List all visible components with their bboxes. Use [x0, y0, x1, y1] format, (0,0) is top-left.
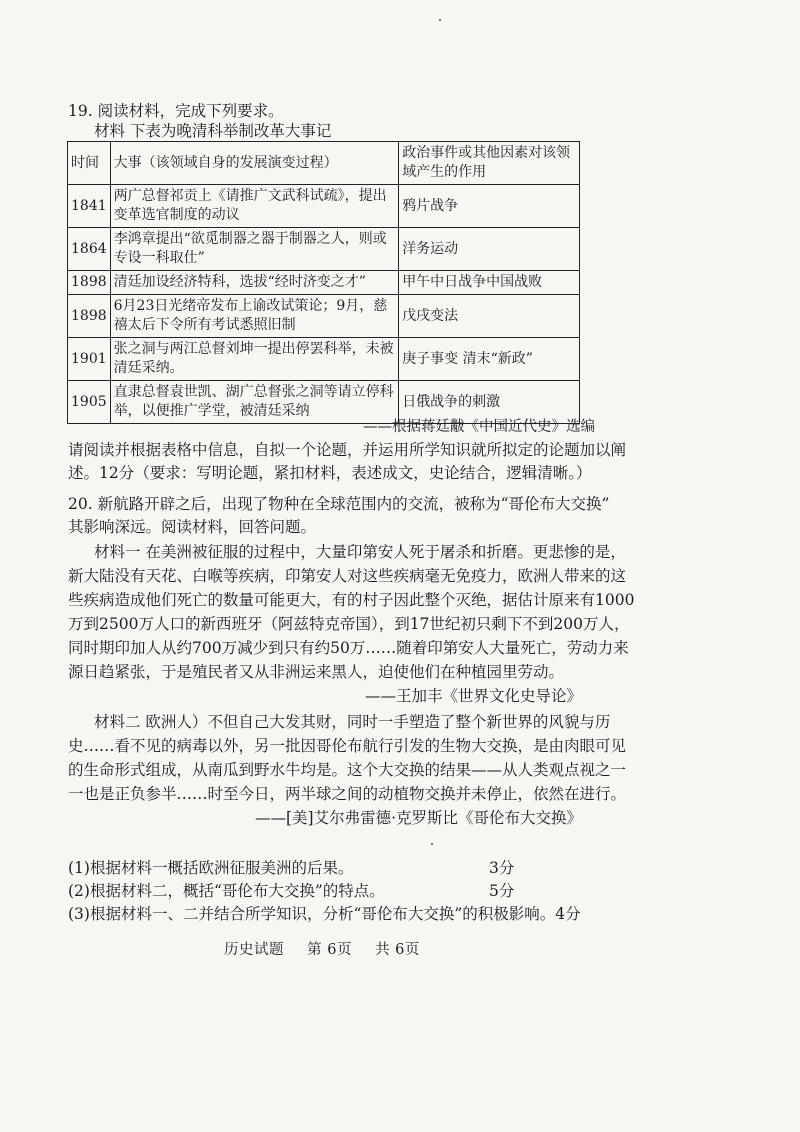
q20-m2-line: 史……看不见的病毒以外，另一批因哥伦布航行引发的生物大交换，是由肉眼可见	[68, 737, 627, 755]
q20-m2-line: 的生命形式组成，从南瓜到野水牛均是。这个大交换的结果——从人类观点视之一	[68, 761, 627, 779]
q19-task-line2: 述。12分（要求：写明论题，紧扣材料，表述成文，史论结合，逻辑清晰。）	[68, 464, 592, 482]
q20-m2-line: 材料二 欧洲人）不但自己大发其财，同时一手塑造了整个新世界的风貌与历	[94, 713, 611, 731]
table-cell-event: 李鸿章提出“欲觅制器之器于制器之人，则或专设一科取仕”	[110, 228, 399, 271]
table-cell-year: 1905	[68, 381, 111, 424]
table-row	[68, 295, 580, 338]
table-cell-year: 1898	[68, 295, 111, 338]
scan-speck	[439, 19, 441, 21]
q20-subquestion-2: (2)根据材料二，概括“哥伦布大交换”的特点。	[68, 882, 385, 900]
q19-title: 19. 阅读材料，完成下列要求。	[68, 102, 284, 120]
table-cell-year: 1898	[68, 271, 111, 295]
table-cell-event: 6月23日光绪帝发布上谕改试策论；9月，慈禧太后下令所有考试悉照旧制	[110, 295, 399, 338]
table-cell-event: 直隶总督袁世凯、湖广总督张之洞等请立停科举，以便推广学堂，被清廷采纳	[110, 381, 399, 424]
table-cell-factor: 洋务运动	[399, 228, 580, 271]
table-cell-factor: 甲午中日战争中国战败	[399, 271, 580, 295]
q20-subquestion-3: (3)根据材料一、二并结合所学知识，分析“哥伦布大交换”的积极影响。4分	[68, 905, 581, 923]
q20-m1-line: 些疾病造成他们死亡的数量可能更大，有的村子因此整个灭绝，据估计原来有1000	[68, 591, 635, 609]
footer-total-pages: 共 6页	[375, 942, 420, 958]
table-header-cell: 政治事件或其他因素对该领域产生的作用	[399, 142, 580, 185]
table-row	[68, 338, 580, 381]
q20-m2-source: ——[美]艾尔弗雷德·克罗斯比《哥伦布大交换》	[254, 809, 582, 827]
q20-m1-line: 新大陆没有天花、白喉等疾病，印第安人对这些疾病毫无免疫力，欧洲人带来的这	[68, 567, 627, 585]
table-cell-event: 两广总督祁贡上《请推广文武科试疏》，提出变革选官制度的动议	[110, 185, 399, 228]
table-row	[68, 271, 580, 295]
scan-speck	[431, 843, 433, 845]
table-cell-event: 清廷加设经济特科，选拔“经时济变之才”	[110, 271, 399, 295]
table-cell-factor: 庚子事变 清末“新政”	[399, 338, 580, 381]
table-row	[68, 185, 580, 228]
q20-m2-line: 一也是正负参半……时至今日，两半球之间的动植物交换并未停止，依然在进行。	[68, 785, 627, 803]
table-header-cell: 时间	[68, 142, 111, 185]
table-cell-year: 1864	[68, 228, 111, 271]
q20-subquestion-1-score: 3分	[489, 859, 515, 877]
table-header-cell: 大事（该领域自身的发展演变过程）	[110, 142, 399, 185]
footer-page-number: 第 6页	[307, 942, 352, 958]
footer-subject: 历史试题	[224, 942, 284, 958]
q19-material-label: 材料 下表为晚清科举制改革大事记	[94, 122, 332, 140]
q20-subquestion-1: (1)根据材料一概括欧洲征服美洲的后果。	[68, 859, 354, 877]
q20-m1-line: 同时期印加人从约700万减少到只有约50万……随着印第安人大量死亡，劳动力来	[68, 639, 629, 657]
q20-m1-line: 材料一 在美洲被征服的过程中，大量印第安人死于屠杀和折磨。更悲惨的是，	[94, 543, 626, 561]
q19-task-line1: 请阅读并根据表格中信息，自拟一个论题，并运用所学知识就所拟定的论题加以阐	[68, 441, 627, 459]
table-cell-factor: 鸦片战争	[399, 185, 580, 228]
q20-intro-line1: 20. 新航路开辟之后，出现了物种在全球范围内的交流，被称为“哥伦布大交换”	[68, 495, 610, 513]
q20-m1-source: ——王加丰《世界文化史导论》	[364, 687, 582, 705]
table-row	[68, 228, 580, 271]
table-cell-year: 1901	[68, 338, 111, 381]
q19-source: ——根据蒋廷黻《中国近代史》选编	[363, 419, 595, 435]
table-cell-event: 张之洞与两江总督刘坤一提出停罢科举，未被清廷采纳。	[110, 338, 399, 381]
reform-table	[67, 141, 580, 424]
table-cell-year: 1841	[68, 185, 111, 228]
q20-m1-line: 万到2500万人口的新西班牙（阿兹特克帝国），到17世纪初只剩下不到200万人，	[68, 615, 630, 633]
table-header-row	[68, 142, 580, 185]
table-cell-factor: 戊戌变法	[399, 295, 580, 338]
table-cell-factor: 日俄战争的刺激	[399, 381, 580, 424]
q20-subquestion-2-score: 5分	[489, 882, 515, 900]
page-footer	[224, 938, 438, 959]
q20-intro-line2: 其影响深远。阅读材料，回答问题。	[68, 518, 317, 536]
q20-m1-line: 源日趋紧张，于是殖民者又从非洲运来黑人，迫使他们在种植园里劳动。	[68, 663, 565, 681]
